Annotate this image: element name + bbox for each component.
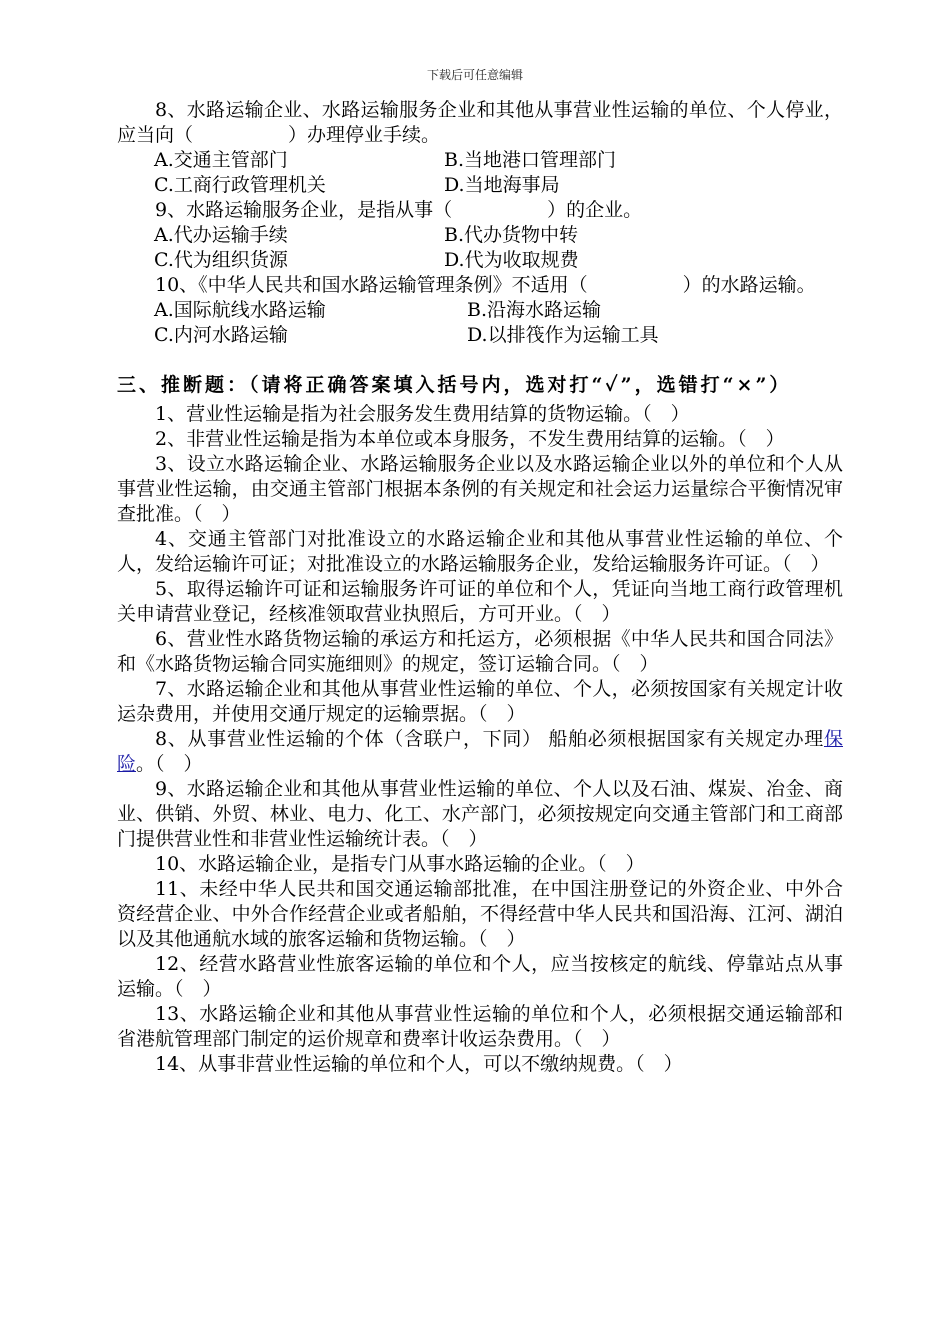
- option-d: D.当地海事局: [444, 174, 560, 196]
- tf8-tail: 。（ ）: [136, 753, 203, 775]
- mc-options-row: [117, 248, 843, 273]
- tf-question-10: 10、水路运输企业，是指专门从事水路运输的企业。（ ）: [155, 853, 645, 875]
- tf-question-8: [117, 727, 843, 777]
- document-body: [117, 98, 843, 1077]
- option-a: A.代办运输手续: [154, 224, 288, 246]
- tf-question-4: 4、交通主管部门对批准设立的水路运输企业和其他从事营业性运输的单位、个人，发给运输许可证；对批准设立的水路运输服务企业，发给运输服务许可证。（ ）: [117, 528, 843, 575]
- mc-question-8: 8、水路运输企业、水路运输服务企业和其他从事营业性运输的单位、个人停业，应当向（ ）办理停业手续。: [117, 99, 843, 146]
- tf-question-3: 3、设立水路运输企业、水路运输服务企业以及水路运输企业以外的单位和个人从事营业性运输，由交通主管部门根据本条例的有关规定和社会运力运量综合平衡情况审查批准。（ ）: [117, 453, 843, 525]
- mc-options-row: [117, 323, 843, 348]
- option-d: D.代为收取规费: [444, 249, 579, 271]
- tf-question-5: 5、取得运输许可证和运输服务许可证的单位和个人，凭证向当地工商行政管理机关申请营业登记，经核准领取营业执照后，方可开业。（ ）: [117, 578, 843, 625]
- option-c: C.内河水路运输: [154, 324, 288, 346]
- tf-question-9: 9、水路运输企业和其他从事营业性运输的单位、个人以及石油、煤炭、冶金、商业、供销、外贸、林业、电力、化工、水产部门，必须按规定向交通主管部门和工商部门提供营业性和非营业性运输统计表。（ ）: [117, 778, 843, 850]
- insurance-link[interactable]: 保险: [117, 728, 843, 775]
- tf-question-7: 7、水路运输企业和其他从事营业性运输的单位、个人，必须按国家有关规定计收运杂费用，并使用交通厅规定的运输票据。（ ）: [117, 678, 843, 725]
- option-b: B.当地港口管理部门: [444, 149, 617, 171]
- tf-question-12: 12、经营水路营业性旅客运输的单位和个人，应当按核定的航线、停靠站点从事运输。（ ）: [117, 953, 843, 1000]
- page-header: 下载后可任意编辑: [426, 68, 523, 82]
- tf-question-6: 6、营业性水路货物运输的承运方和托运方，必须根据《中华人民共和国合同法》和《水路货物运输合同实施细则》的规定，签订运输合同。（ ）: [117, 628, 843, 675]
- tf-question-14: 14、从事非营业性运输的单位和个人，可以不缴纳规费。（ ）: [155, 1053, 683, 1075]
- option-b: B.沿海水路运输: [467, 299, 602, 321]
- tf-question-11: 11、未经中华人民共和国交通运输部批准，在中国注册登记的外资企业、中外合资经营企业、中外合作经营企业或者船舶，不得经营中华人民共和国沿海、江河、湖泊以及其他通航水域的旅客运输和货物运输。（ ）: [117, 878, 843, 950]
- mc-options-row: [117, 223, 843, 248]
- mc-options-row: [117, 148, 843, 173]
- option-a: A.交通主管部门: [154, 149, 288, 171]
- mc-question-9: 9、水路运输服务企业，是指从事（ ）的企业。: [155, 199, 643, 221]
- tf-question-1: 1、营业性运输是指为社会服务发生费用结算的货物运输。（ ）: [155, 403, 690, 425]
- spacer: [117, 348, 843, 373]
- option-a: A.国际航线水路运输: [154, 299, 326, 321]
- mc-options-row: [117, 173, 843, 198]
- option-d: D.以排筏作为运输工具: [467, 324, 659, 346]
- mc-question-10: 10、《中华人民共和国水路运输管理条例》不适用（ ）的水路运输。: [155, 274, 816, 296]
- mc-options-row: [117, 298, 843, 323]
- option-b: B.代办货物中转: [444, 224, 579, 246]
- option-c: C.工商行政管理机关: [154, 174, 326, 196]
- option-c: C.代为组织货源: [154, 249, 288, 271]
- tf8-text: 8、从事营业性运输的个体（含联户，下同） 船舶必须根据国家有关规定办理: [155, 728, 824, 750]
- section-heading: 三、推断题：（请将正确答案填入括号内，选对打“✓”，选错打“×”）: [117, 374, 792, 396]
- tf-question-2: 2、非营业性运输是指为本单位或本身服务，不发生费用结算的运输。（ ）: [155, 428, 785, 450]
- tf-question-13: 13、水路运输企业和其他从事营业性运输的单位和个人，必须根据交通运输部和省港航管理部门制定的运价规章和费率计收运杂费用。（ ）: [117, 1003, 843, 1050]
